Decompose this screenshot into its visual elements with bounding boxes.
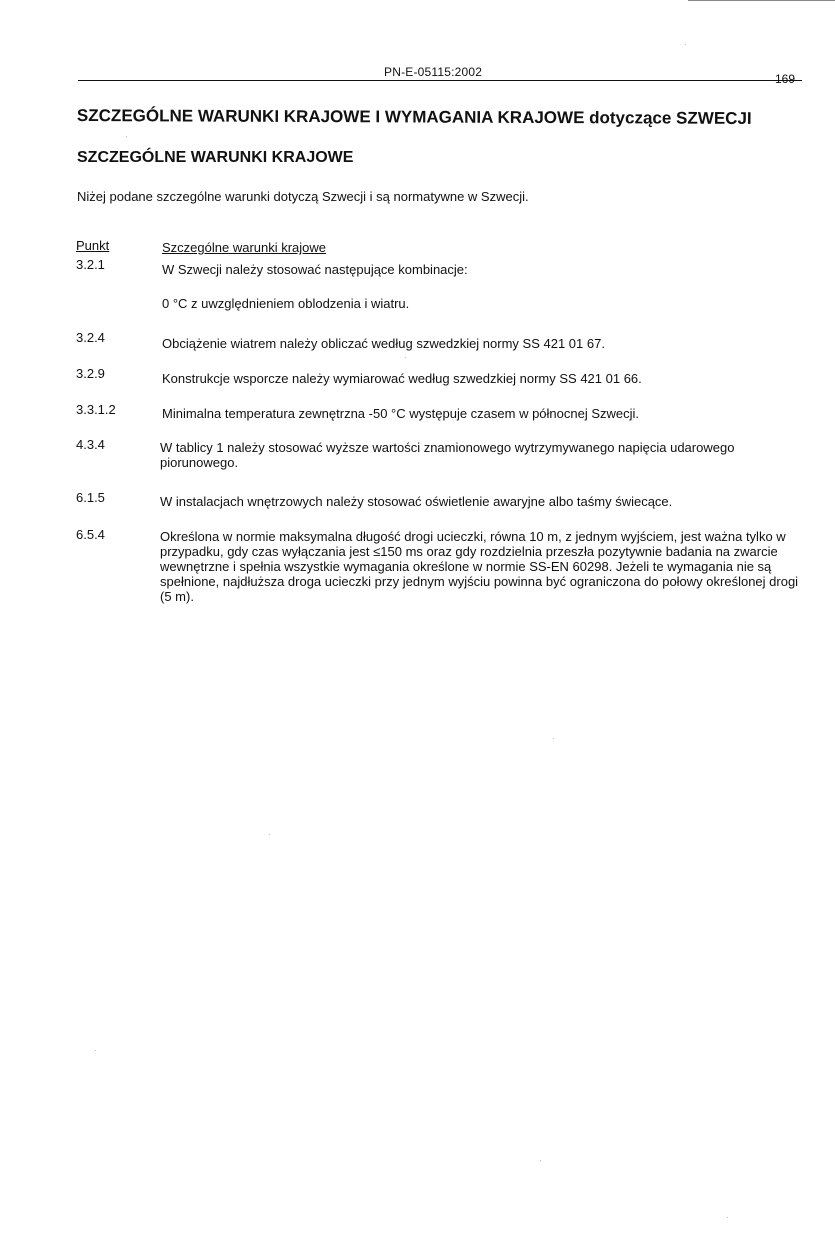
header-standard-number: PN-E-05115:2002 xyxy=(384,65,483,79)
clause-text: W Szwecji należy stosować następujące kombinacje: xyxy=(162,262,468,277)
scan-speck xyxy=(405,357,406,358)
clause-text: 0 °C z uwzględnieniem oblodzenia i wiatru. xyxy=(162,296,410,311)
clause-number: 3.2.4 xyxy=(76,330,105,345)
clause-number: 3.2.9 xyxy=(76,366,105,381)
clause-text: W tablicy 1 należy stosować wyższe wartości znamionowego wytrzymywanego napięcia udarowego piorunowego. xyxy=(160,440,735,470)
scan-speck xyxy=(553,738,554,739)
clause-text: Określona w normie maksymalna długość drogi ucieczki, równa 10 m, z jednym wyjściem, jest ważna tylko w przypadku, gdy czas wyłączania jest ≤150 ms oraz gdy rozdzielnia przeszła pozytywnie badania na zwarcie wewnętrzne i spełnia wszystkie wymagania określone w normie SS-EN 60298. Jeżeli te wymagania nie są spełnione, najdłuższa droga ucieczki przy jednym wyjściu powinna być ograniczona do połowy określonej drogi (5 m). xyxy=(160,529,799,604)
header-page-number: 169 xyxy=(775,72,796,86)
intro-paragraph: Niżej podane szczególne warunki dotyczą Szwecji i są normatywne w Szwecji. xyxy=(77,189,529,204)
column-header-conditions: Szczególne warunki krajowe xyxy=(162,240,327,255)
scan-speck xyxy=(126,136,127,137)
scan-speck xyxy=(727,1217,728,1218)
scan-speck xyxy=(540,1160,541,1161)
scan-speck xyxy=(269,834,270,835)
clause-number: 6.1.5 xyxy=(76,490,105,505)
section-title: SZCZEGÓLNE WARUNKI KRAJOWE I WYMAGANIA KRAJOWE dotyczące SZWECJI xyxy=(76,106,752,128)
header-rule xyxy=(78,80,802,81)
section-subtitle: SZCZEGÓLNE WARUNKI KRAJOWE xyxy=(77,149,354,166)
clause-number: 4.3.4 xyxy=(76,437,105,452)
clause-text: W instalacjach wnętrzowych należy stosować oświetlenie awaryjne albo taśmy świecące. xyxy=(160,494,673,509)
column-header-clause: Punkt xyxy=(76,238,110,253)
clause-number: 3.2.1 xyxy=(76,257,105,272)
clause-text: Minimalna temperatura zewnętrzna -50 °C występuje czasem w północnej Szwecji. xyxy=(162,406,640,421)
scan-speck xyxy=(95,1050,96,1051)
clause-text: Obciążenie wiatrem należy obliczać według szwedzkiej normy SS 421 01 67. xyxy=(162,336,605,351)
scan-speck xyxy=(685,44,686,45)
clause-number: 3.3.1.2 xyxy=(76,402,116,417)
scan-top-edge-line xyxy=(688,0,835,1)
clause-number: 6.5.4 xyxy=(76,527,105,542)
clause-text: Konstrukcje wsporcze należy wymiarować według szwedzkiej normy SS 421 01 66. xyxy=(162,371,642,386)
